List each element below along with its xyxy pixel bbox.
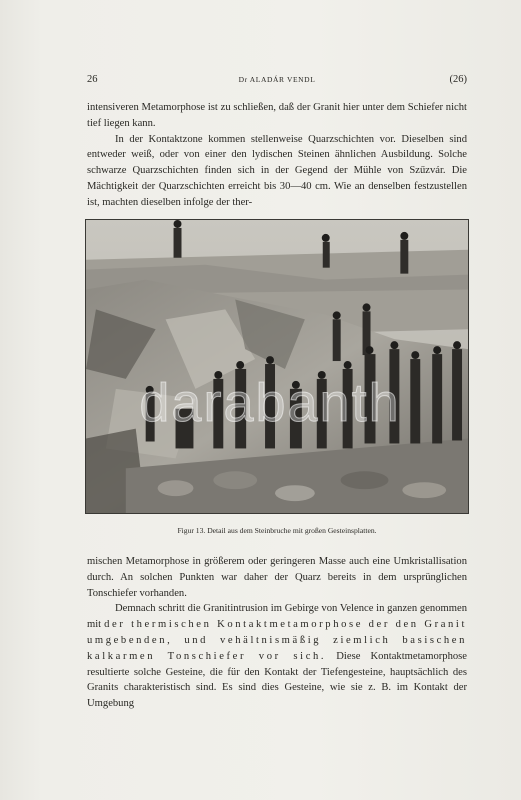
intrusion-text-start: Demnach schritt die Granitintrusion im Gebirge von Velence in ganzen genommen mit (87, 603, 467, 631)
figure-caption: Figur 13. Detail aus dem Steinbruche mit großen Gesteinsplatten. (177, 526, 377, 535)
page-header (87, 74, 467, 88)
intrusion-text-emphasis: der thermischen Kontaktmetamorphose der den Granit umgebenden, und vehältnismäßig ziemlich basischen kalkarmen Tonschiefer vor sich. (87, 619, 467, 662)
paragraph-quartz-layers: In der Kontaktzone kommen stellenweise Quarzschichten vor. Dieselben sind entweder weiß, oder von einer den lydischen Steinen ähnlichen Ausbildung. Solche schwarze Quarzschichten finden sich in der Gegend der Mühle von Szűzvár. Die Mächtigkeit der Quarzschichten erreicht bis 30—40 cm. Wie an denselben festzustellen ist, machten dieselben infolge der ther- (87, 133, 467, 208)
intrusion-text-end: Diese Kontaktmetamorphose resultierte solche Gesteine, die für den Kontakt der Tiefengesteine, hauptsächlich des Granits charakteristisch sind. Es sind dies Gesteine, wie sie z. B. im Kontakt der Umgebung (87, 650, 468, 710)
quarry-photograph (85, 219, 469, 514)
darabanth-watermark: darabanth (139, 373, 401, 433)
paragraph-continuation: intensiveren Metamorphose ist zu schließen, daß der Granit hier unter dem Schiefer nicht tief liegen kann. (87, 102, 467, 129)
body-text-bottom (87, 554, 467, 712)
paragraph-recrystallisation: mischen Metamorphose in größerem oder geringeren Masse auch eine Umkristallisation durch. An solchen Punkten war daher der Quarz bereits in dem ursprünglichen Tonschiefer vorhanden. (87, 556, 467, 599)
page-number-right: (26) (449, 74, 467, 85)
running-head-author: Dr ALADÁR VENDL (238, 75, 316, 84)
body-text-top (87, 100, 467, 211)
page-number-left: 26 (87, 74, 98, 85)
paragraph-granite-intrusion (87, 601, 467, 712)
quarry-photo-illustration (86, 220, 468, 513)
